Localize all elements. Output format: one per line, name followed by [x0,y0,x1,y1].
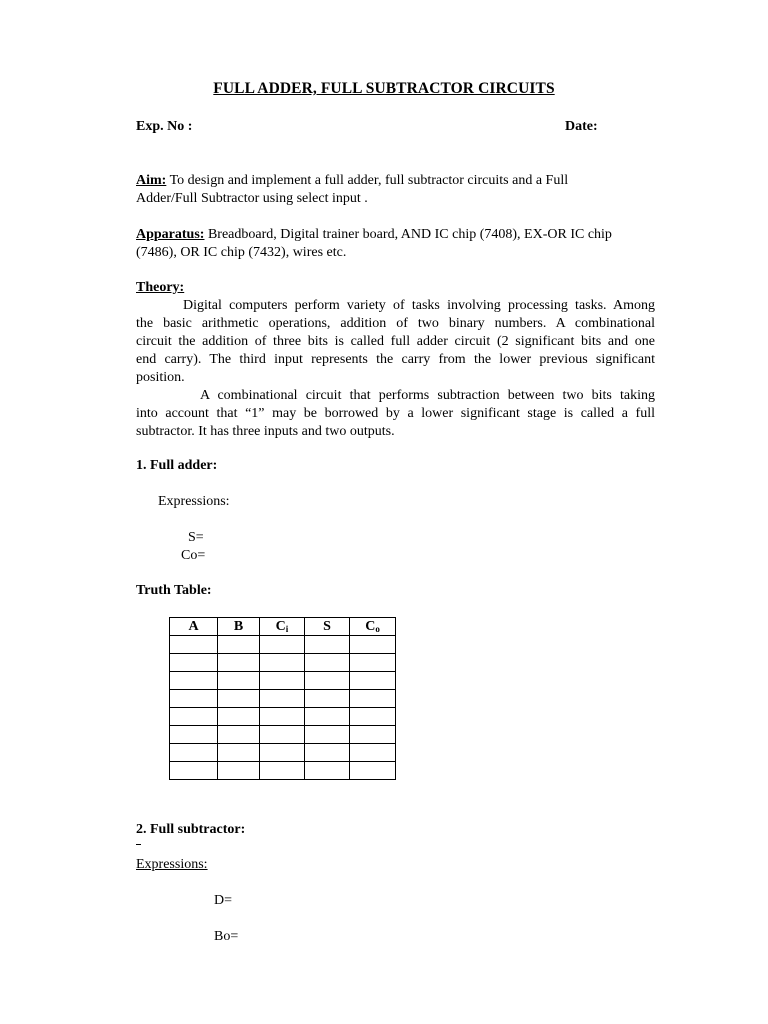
table-cell [218,726,260,744]
table-cell [218,636,260,654]
apparatus-text-2: (7486), OR IC chip (7432), wires etc. [136,245,347,260]
table-cell [350,726,396,744]
table-cell [350,744,396,762]
table-cell [305,672,350,690]
table-row [170,708,396,726]
full-adder-truth-table [169,617,396,780]
table-cell [305,762,350,780]
table-cell [260,672,305,690]
truth-table-header-s [305,618,350,636]
table-cell [260,636,305,654]
header-s-text: S [323,618,331,634]
table-cell [305,636,350,654]
apparatus-line-1 [136,227,612,243]
header-co-subscript: o [375,623,380,634]
header-a-text: A [188,618,199,634]
table-cell [218,672,260,690]
theory-p2-line-3: subtractor. It has three inputs and two outputs. [136,424,395,439]
table-cell [260,690,305,708]
full-subtractor-heading: 2. Full subtractor: [136,822,246,837]
truth-table-header-co [350,618,396,636]
table-cell [350,690,396,708]
table-cell [260,726,305,744]
theory-p1-line-1: Digital computers perform variety of tasks involving processing tasks. Among [183,298,655,313]
full-subtractor-expressions-label: Expressions: [136,857,208,872]
theory-p2-line-1: A combinational circuit that performs subtraction between two bits taking [200,388,655,403]
theory-label: Theory: [136,280,185,295]
table-row [170,744,396,762]
table-cell [260,654,305,672]
table-cell [260,708,305,726]
theory-p2-line-2: into account that “1” may be borrowed by a lower significant stage is called a full [136,406,655,421]
table-cell [170,726,218,744]
theory-p1-line-2: the basic arithmetic operations, addition of two binary numbers. A combinational [136,316,655,331]
full-adder-sum-expression: S= [188,530,204,545]
header-ci-text: C [275,618,286,634]
table-cell [350,672,396,690]
truth-table-header-row [170,618,396,636]
underline-mark [136,838,141,845]
table-cell [170,672,218,690]
apparatus-label: Apparatus: [136,227,205,242]
table-row [170,690,396,708]
header-b-text: B [233,618,244,634]
full-adder-carry-expression: Co= [181,548,206,563]
exp-no-label: Exp. No : [136,119,193,134]
aim-line-1 [136,173,568,189]
table-cell [170,636,218,654]
date-label: Date: [565,119,598,134]
table-cell [350,636,396,654]
table-row [170,672,396,690]
table-cell [350,654,396,672]
table-row [170,726,396,744]
apparatus-text-1: Breadboard, Digital trainer board, AND IC chip (7408), EX-OR IC chip [204,227,612,242]
table-row [170,762,396,780]
table-cell [170,654,218,672]
table-row [170,636,396,654]
page-title: FULL ADDER, FULL SUBTRACTOR CIRCUITS [213,80,555,97]
header-ci-subscript: i [285,623,289,634]
aim-label: Aim: [136,173,167,188]
table-cell [305,708,350,726]
table-cell [170,708,218,726]
table-cell [170,762,218,780]
table-cell [170,690,218,708]
table-cell [305,744,350,762]
aim-text-2: Adder/Full Subtractor using select input . [136,191,368,206]
full-adder-expressions-label: Expressions: [158,494,230,509]
table-cell [218,744,260,762]
table-cell [260,762,305,780]
full-subtractor-difference-expression: D= [214,893,233,908]
table-cell [350,762,396,780]
theory-p1-line-3: circuit the addition of three bits is called full adder circuit (2 significant bits and one [136,334,655,349]
full-subtractor-borrow-expression: Bo= [214,929,239,944]
header-co-text: C [365,618,376,634]
table-cell [218,654,260,672]
table-row [170,654,396,672]
truth-table-header-b [218,618,260,636]
table-cell [305,654,350,672]
table-cell [305,690,350,708]
table-cell [305,726,350,744]
truth-table-header-a [170,618,218,636]
theory-p1-line-4: end carry). The third input represents the carry from the lower previous significant [136,352,655,367]
truth-table-header-ci [260,618,305,636]
table-cell [218,762,260,780]
table-cell [350,708,396,726]
table-cell [218,690,260,708]
aim-text-1: To design and implement a full adder, full subtractor circuits and a Full [166,173,569,188]
table-cell [170,744,218,762]
full-adder-heading: 1. Full adder: [136,458,218,473]
truth-table-label: Truth Table: [136,583,212,598]
table-cell [218,708,260,726]
theory-p1-line-5: position. [136,370,185,385]
table-cell [260,744,305,762]
